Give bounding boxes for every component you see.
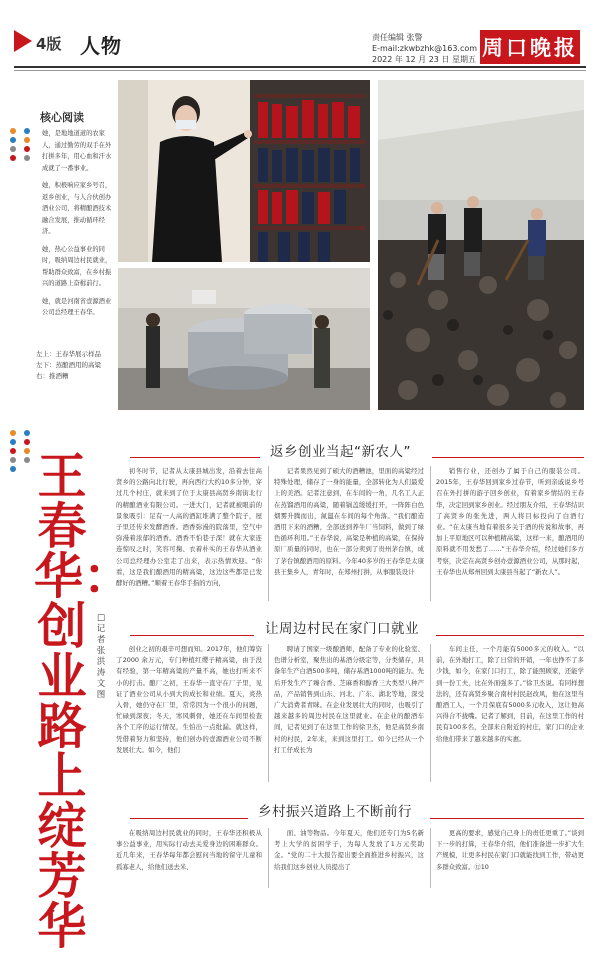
column-divider <box>268 466 269 601</box>
section-title: 人物 <box>80 34 122 58</box>
section-marker-icon <box>14 30 32 52</box>
section-3-column-1 <box>116 828 262 888</box>
caption-top-left: 左上：王春华展示样品 <box>36 350 101 358</box>
column-divider <box>268 644 269 782</box>
section-3-column-2 <box>274 828 424 888</box>
column-divider <box>430 466 431 601</box>
section-heading-1: 返乡创业当起“新农人” <box>270 444 411 460</box>
header-rule <box>14 66 586 68</box>
section-1-column-3 <box>436 466 584 601</box>
photo-captions <box>36 349 112 382</box>
column-divider <box>430 644 431 782</box>
heading-rule <box>432 457 584 458</box>
heading-rule <box>130 818 248 819</box>
section-1-column-1 <box>116 466 262 601</box>
heading-rule <box>430 818 584 819</box>
body-paragraph: 记者果然见到了硕大的酒糟池，里面的高粱经过特殊处理，储存了一身的能量，全部转化为人们最爱上的美酒。记者注意到，在车间的一角，几名工人正在蒸馏酒用的高粱，随着锅盖缓缓打开，一阵阵白色烟雾升腾而出，氤氲在车间的每个角落。“我们酿造酒用下来的酒糟，全部送到养牛厂当饲料，做到了绿色循环利用。”王春华说，高粱是种植的高粱，在保持原厂质量的同时，也在一部分卖到了贵州茅台镇，成了茅台镇酿酒用的原料。今年40多岁的王春华是太康县王集乡人，青年时，在郑州打拼，从事服装设计 <box>274 467 424 576</box>
section-heading-2: 让周边村民在家门口就业 <box>265 621 419 637</box>
body-paragraph: 初冬时节，记者从太康县城出发，沿着去往高贤乡的公路向北行驶，再向西行大约10多分钟，穿过几个村庄，就来到了位于太康县高贤乡南街北行的精酿酒业有限公司。一进大门，记者就被眼前的景象吸引：足有一人高的酒缸堆满了整个院子，屋子里还传来发酵酒香。酒香弥漫的院落里，空气中弥漫着浓郁的酒香。酒香不怕巷子深！就在大家连连惊叹之时，笑容可掬、衣着朴实的王春华从酒业公司总经理办公室走了出来，表示热情欢迎。“你看，这是我们酿酒用的精高粱，这边这些都是已发酵好的酒糟。”顺着王春华手指的方向， <box>116 467 262 588</box>
column-divider <box>430 828 431 888</box>
date-line: 2022 年 12 月 23 日 星期五 <box>372 55 476 64</box>
caption-bottom-left: 左下：蒸酿酒用的高粱 <box>36 361 101 369</box>
section-3-column-3 <box>436 828 584 888</box>
body-paragraph: 面、油等物品。今年夏天，他们还专门为5名新考上大学的贫困学子，为每人发放了1万元奖助金。“党的二十大报告提出要全面推进乡村振兴，这给我们这乡创业人员提出了 <box>274 829 424 871</box>
heading-rule <box>130 457 260 458</box>
core-reading-paragraph: 她，就是河南省壹源酒业公司总经理王春华。 <box>42 297 112 316</box>
body-paragraph: 车间主任，一个月能有5000多元的收入。“以前，在外地打工，除了日常的开销，一年也挣不了多少钱，如今，在家门口打工，除了能照顾家，还能学到一份工夫，比在外面强多了。”徐卫杰说。有同样想法的，还有高贤乡聚合南村村民赵改风，他在这里当酿酒工人，一个月保底有5000多元收入，这让他高兴得合不拢嘴。记者了解到，目前，在这里工作的村民有100多名，全部来自附近的村庄，家门口的企业给他们带来了越来越多的实惠。 <box>436 645 584 743</box>
body-paragraph: 创业之初的艰辛可想而知。2017年，他们筹资了2000 余万元，专门种植红缨子精高粱，由于没有经验，第一年精高粱的产量不高，她也打听来不小的打击。酿厂之初，王春华一直守在厂子里，见证了酒业公司从小到大的成长和业绩。夏天，炎热入骨，她仍守在厂里，常常因为一个很小的问题，忙碌到深夜；冬天，寒风刺骨，她还在车间里检查各个工序的运行情况，生怕出一点纰漏。就这样，凭借着努力和坚持，他们创办的壹源酒业公司不断发展壮大。如今，他们 <box>116 645 262 754</box>
photo-steamers <box>118 268 370 410</box>
photo-pushing-grains <box>378 80 584 410</box>
body-paragraph: 聘请了国家一级酿酒师，配备了专业的化验室、色谱分析室，聚焦出的基酒分级定等，分类储存，具备年生产白酒500多吨，储存基酒1000吨的能力。先后开发生产了臻合香、芝麻香和醇香三大类型八种产品，产品销售到山东、河北、广东、湖北等地，深受广大消费者青睐。在企业发展壮大的同时，也吸引了越来越多的周边村民在这里就业。在企业的酿酒车间，记者见到了在这里工作的徐卫杰，他是高贤乡南村的村民，2年来，来到这里打工。如今已经从一个打工仔成长为 <box>274 645 424 754</box>
decorative-dots-mid-left <box>10 430 16 475</box>
column-divider <box>268 828 269 888</box>
core-reading-title: 核心阅读 <box>40 111 84 124</box>
main-headline: 王春华：创业路上绽芳华 <box>34 447 133 955</box>
section-2-column-1 <box>116 644 262 782</box>
body-paragraph: 更高的要求，感觉自己身上的责任更重了。”谈到下一步的打算，王春华介绍，他们准备进一步扩大生产规模，让更多村民在家门口就能找到工作，带动更多群众致富。⑫10 <box>436 829 584 871</box>
section-1-column-2 <box>274 466 424 601</box>
core-reading-text <box>42 128 112 325</box>
body-paragraph: 在吸纳周边村民就业的同时，王春华还积极从事公益事业，用实际行动去关爱身边的困难群众。近几年来，王春华每年都会慰问当地的留守儿童和孤寡老人，给他们送去米、 <box>116 829 262 871</box>
header-rule-thin <box>14 70 586 71</box>
decorative-dots-top-left <box>10 128 16 164</box>
decorative-dots-top <box>24 128 30 164</box>
photo-woman-with-wine <box>118 80 370 262</box>
heading-rule <box>436 635 584 636</box>
page-header <box>0 0 600 64</box>
decorative-dots-mid <box>24 430 30 466</box>
body-paragraph: 销售行业，还创办了属于自己的服装公司。2015年，王春华回到家乡过春节，听到亲戚说乡号召在外打拼的游子回乡创业，有着家乡情结的王春华，决定回到家乡创业。经过朋友介绍，王春华结识了高贤乡的张先进，两人将目标投向了白酒行业。“在太康当地有着很多关于酒的传说和故事，再加上平原地区可以种植精高粱，这样一来，酿酒用的原料就不用发愁了……”王春华介绍，经过她们多方考察，决定在高贤乡创办壹源酒业公司，从那时起，王春华也从郑州回到太康县当起了“新农人”。 <box>436 467 584 576</box>
section-2-column-3 <box>436 644 584 782</box>
editor-line: 责任编辑 张警 <box>372 33 423 42</box>
heading-rule <box>130 635 254 636</box>
core-reading-paragraph: 她，积极响应家乡号召，返乡创业，与人合伙创办酒业公司，将精酿酒技术融合发展，推动循环经济。 <box>42 182 112 235</box>
core-reading-paragraph: 她，热心公益事业的同时，吸纳周边村民就业，帮助群众致富，在乡村振兴的道路上奋楫前行。 <box>42 245 112 287</box>
core-reading-paragraph: 她，是地地道道的农家人，通过勤劳的双手在外打拼多年，用心血和汗水成就了一番事业。 <box>42 130 112 172</box>
email-line: E-mail:zkwbzhk@163.com <box>372 44 478 53</box>
section-2-column-2 <box>274 644 424 782</box>
caption-right: 右：推酒糟 <box>36 372 69 380</box>
page-number: 4版 <box>36 35 62 53</box>
byline: □记者 张洪涛 文图 <box>96 613 106 700</box>
newspaper-logo: 周口晚报 <box>480 30 580 64</box>
section-heading-3: 乡村振兴道路上不断前行 <box>258 804 412 820</box>
